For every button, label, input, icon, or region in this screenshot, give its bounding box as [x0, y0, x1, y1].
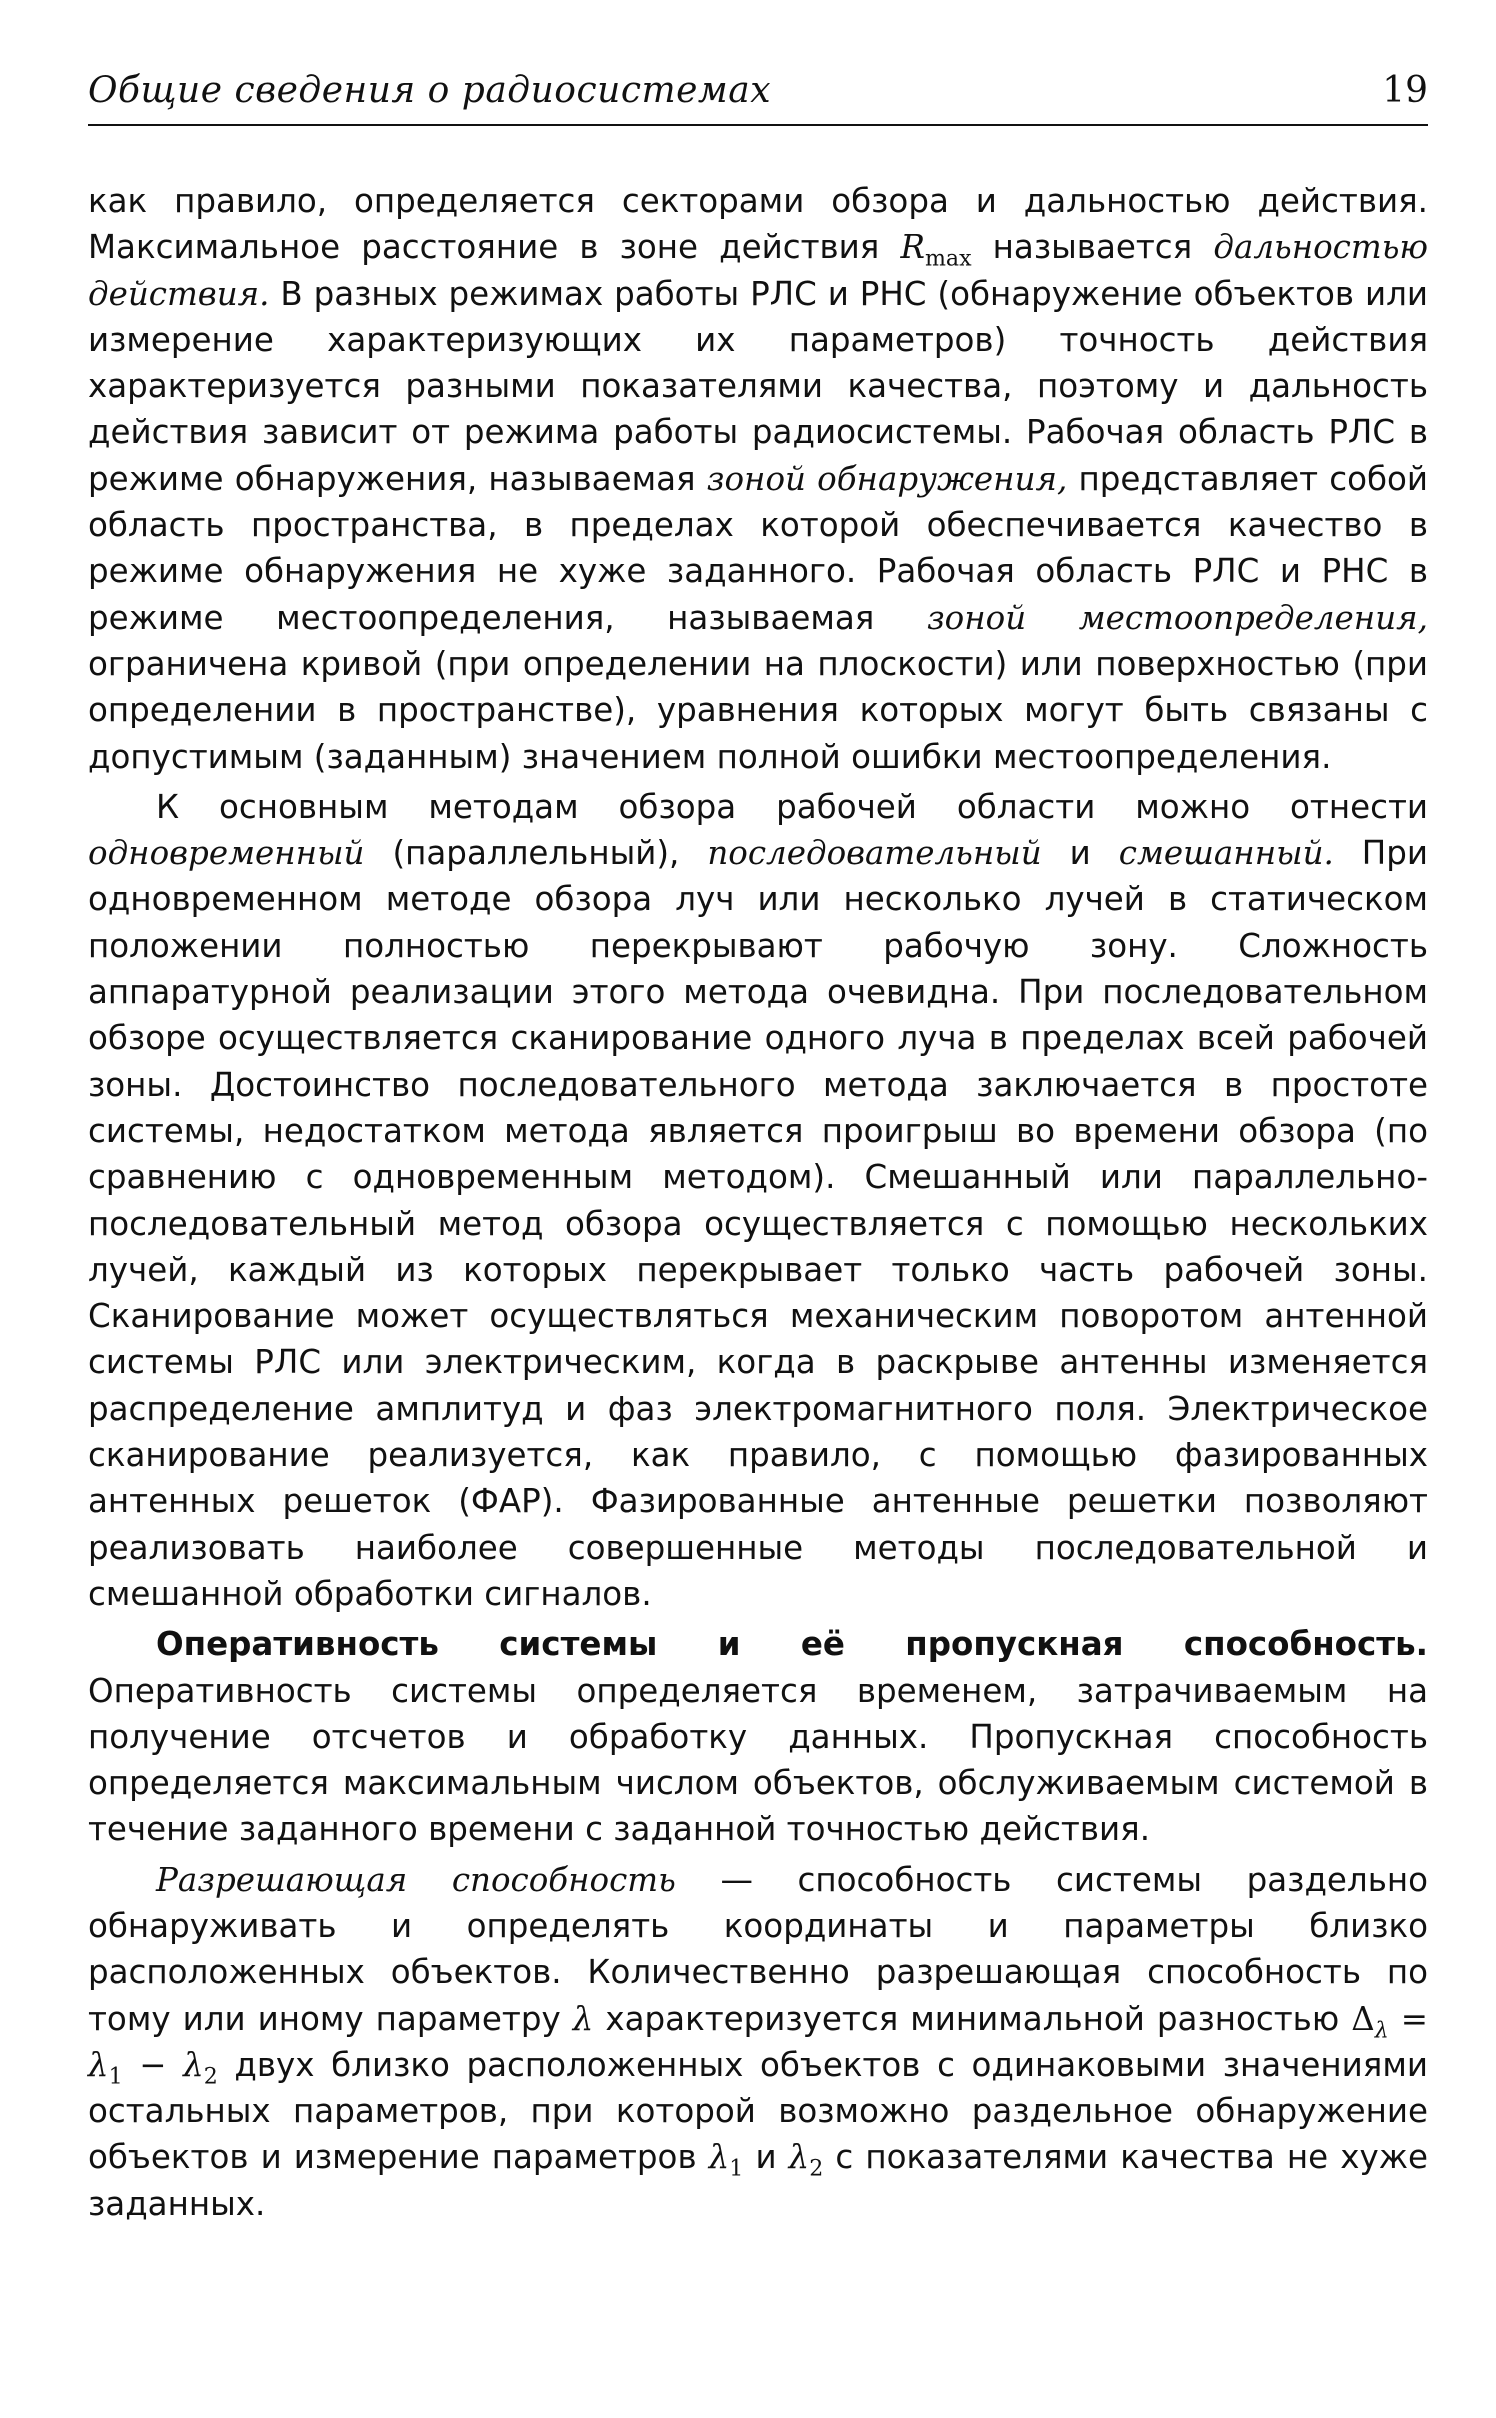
r-max-symbol: $R_{max}$	[900, 228, 972, 272]
page	[88, 70, 1429, 2223]
term-detection-zone: зоной обнаружения,	[706, 459, 1068, 498]
term-mixed: смешанный.	[1118, 834, 1334, 873]
section-heading-throughput: Оперативность системы и её пропускная способность.	[156, 1625, 1428, 1664]
term-simultaneous: одновременный	[88, 834, 365, 873]
term-resolution: Разрешающая способность	[156, 1860, 676, 1899]
running-header	[88, 70, 1428, 126]
term-range: дальностью действия.	[88, 228, 1429, 313]
paragraph-resolution: Разрешающая способность — способность системы раздельно обнаруживать и определять координаты и параметры близко расположенных объектов. Количественно разрешающая способность по тому или иному параметру λ характеризуется минимальной разностью $\Delta_\lambda = \lambda_1 - \lambda_2$ двух близко расположенных объектов с одинаковыми значениями остальных параметров, при которой возможно раздельное обнаружение объектов и измерение параметров $\lambda_1$ и $\lambda_2$ с показателями качества не хуже заданных.	[88, 1860, 1428, 2223]
body-text	[88, 178, 1428, 2227]
term-positioning-zone: зоной местоопределения,	[926, 598, 1428, 637]
header-rule	[88, 124, 1428, 126]
paragraph-throughput: Оперативность системы и её пропускная способность. Оперативность системы определяется временем, затрачиваемым на получение отсчетов и обработку данных. Пропускная способность определяется максимальным числом объектов, обслуживаемым системой в течение заданного времени с заданной точностью действия.	[88, 1625, 1428, 1849]
paragraph-scan-methods: К основным методам обзора рабочей области можно отнести одновременный (параллельный), последовательный и смешанный. При одновременном методе обзора луч или несколько лучей в статическом положении полностью перекрывают рабочую зону. Сложность аппаратурной реализации этого метода очевидна. При последовательном обзоре осуществляется сканирование одного луча в пределах всей рабочей зоны. Достоинство последовательного метода заключается в простоте системы, недостатком метода является проигрыш во времени обзора (по сравнению с одновременным методом). Смешанный или параллельно-последовательный метод обзора осуществляется с помощью нескольких лучей, каждый из которых перекрывает только часть рабочей зоны. Сканирование может осуществляться механическим поворотом антенной системы РЛС или электрическим, когда в раскрыве антенны изменяется распределение амплитуд и фаз электромагнитного поля. Электрическое сканирование реализуется, как правило, с помощью фазированных антенных решеток (ФАР). Фазированные антенные решетки позволяют реализовать наиболее совершенные методы последовательной и смешанной обработки сигналов.	[88, 787, 1428, 1613]
paragraph-coverage: как правило, определяется секторами обзора и дальностью действия. Максимальное расстояние в зоне действия $R_{max}$ называется дальностью действия. В разных режимах работы РЛС и РНС (обнаружение объектов или измерение характеризующих их параметров) точность действия характеризуется разными показателями качества, поэтому и дальность действия зависит от режима работы радиосистемы. Рабочая область РЛС в режиме обнаружения, называемая зоной обнаружения, представляет собой область пространства, в пределах которой обеспечивается качество в режиме обнаружения не хуже заданного. Рабочая область РЛС и РНС в режиме местоопределения, называемая зоной местоопределения, ограничена кривой (при определении на плоскости) или поверхностью (при определении в пространстве), уравнения которых могут быть связаны с допустимым (заданным) значением полной ошибки местоопределения.	[88, 182, 1429, 776]
resolution-formula: $\Delta_\lambda = \lambda_1 - \lambda_2$	[88, 1999, 1428, 2090]
term-sequential: последовательный	[707, 834, 1042, 873]
running-title: Общие сведения о радиосистемах	[88, 70, 772, 111]
page-number: 19	[1382, 70, 1428, 111]
